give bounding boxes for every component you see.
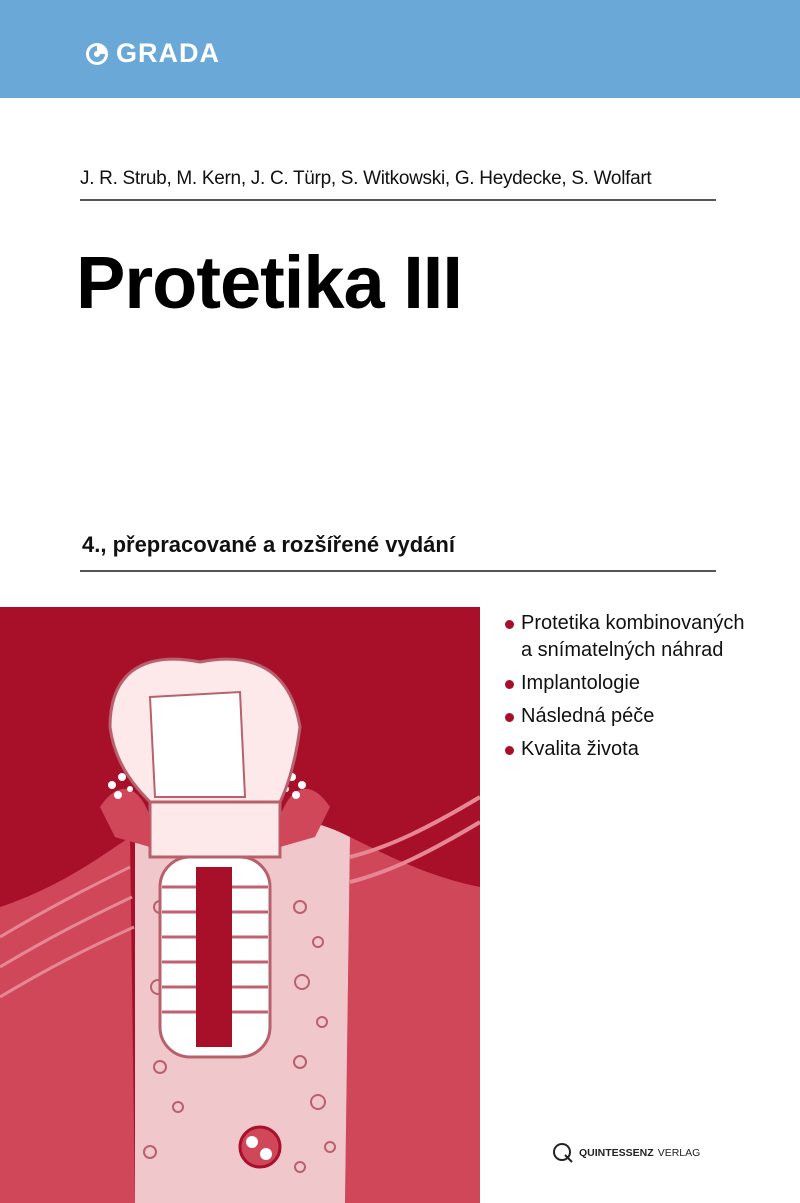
book-title: Protetika III [76,241,462,324]
authors-divider [80,199,716,201]
authors-line: J. R. Strub, M. Kern, J. C. Türp, S. Witkowski, G. Heydecke, S. Wolfart [80,168,652,189]
topic-label: Protetika kombinovaných [521,612,745,634]
topic-label: Implantologie [521,672,640,694]
edition-text: 4., přepracované a rozšířené vydání [82,532,455,557]
quintessenz-imprint [552,1142,700,1164]
topic-label-continued: a snímatelných náhrad [521,639,724,661]
bullet-dot-icon [505,746,514,755]
bullet-dot-icon [505,713,514,722]
topic-label: Kvalita života [521,738,639,760]
topic-item [505,736,795,763]
grada-logo-text: GRADA [116,38,220,68]
topic-label: Následná péče [521,705,655,727]
edition-divider [80,570,716,572]
bullet-dot-icon [505,620,514,629]
imprint-name: QUINTESSENZ [579,1147,654,1159]
top-banner [0,0,800,98]
topic-item [505,610,795,664]
grada-swirl-icon [84,41,110,67]
bullet-dot-icon [505,680,514,689]
dental-implant-illustration [0,607,480,1203]
grada-logo [84,38,220,69]
imprint-suffix: VERLAG [657,1147,701,1159]
topic-item [505,670,795,697]
quintessenz-q-icon [552,1142,574,1164]
topics-list [505,610,795,769]
topic-item [505,703,795,730]
